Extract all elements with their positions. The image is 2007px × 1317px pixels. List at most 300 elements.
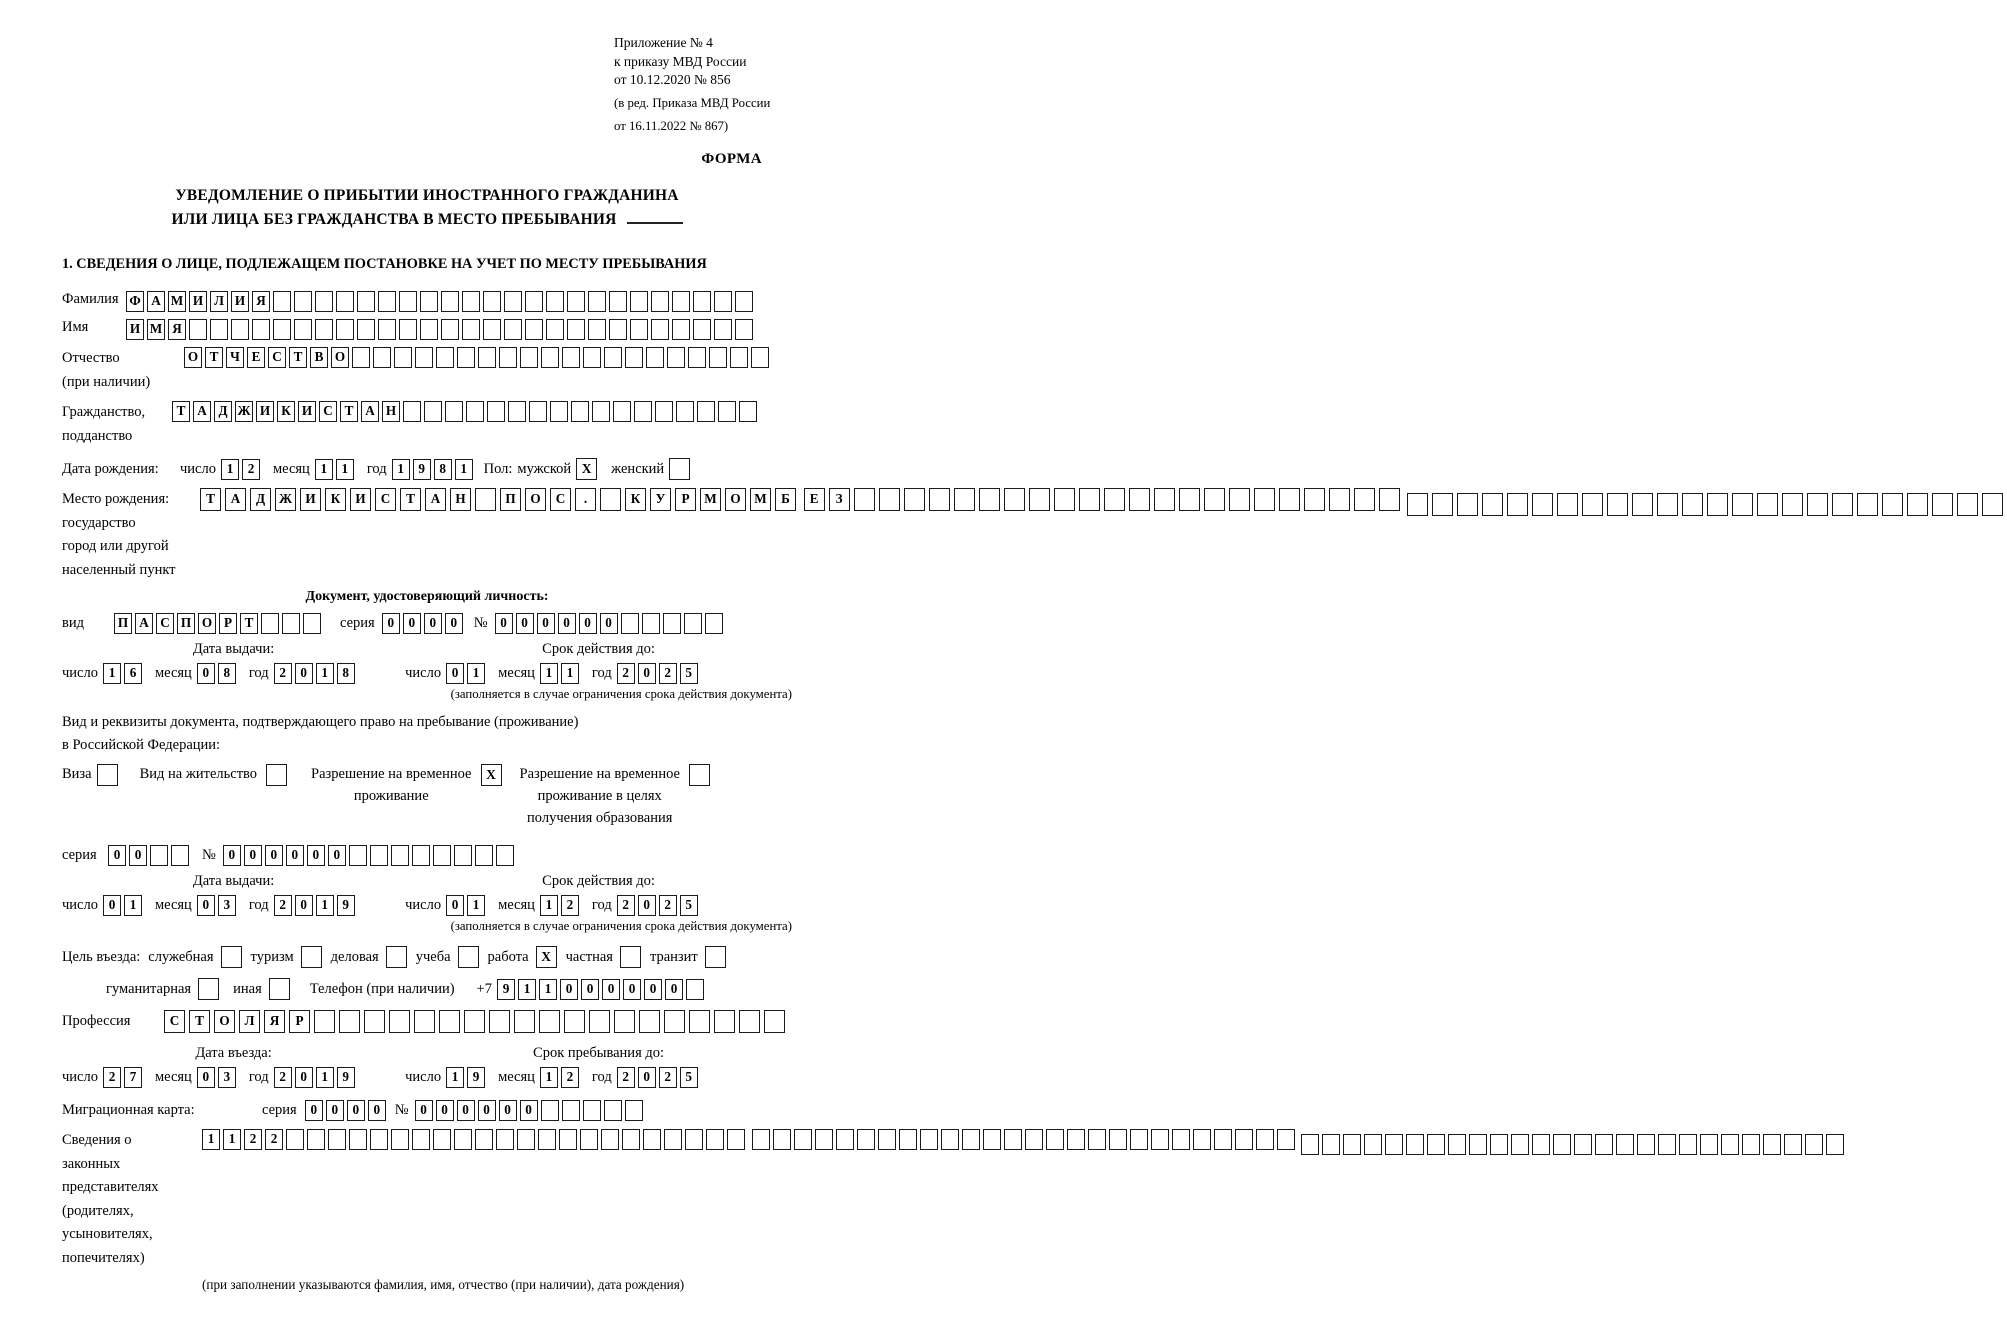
- char-cell[interactable]: [1154, 488, 1175, 511]
- char-cell[interactable]: 0: [424, 613, 442, 634]
- char-cell[interactable]: И: [189, 291, 207, 312]
- char-cell[interactable]: [600, 488, 621, 511]
- char-cell[interactable]: [1004, 488, 1025, 511]
- char-cell[interactable]: Я: [264, 1010, 285, 1033]
- char-cell[interactable]: [1406, 1134, 1424, 1155]
- char-cell[interactable]: 2: [274, 1067, 292, 1088]
- char-cell[interactable]: К: [277, 401, 295, 422]
- char-cell[interactable]: Е: [804, 488, 825, 511]
- char-cell[interactable]: [1532, 493, 1553, 516]
- char-cell[interactable]: Е: [247, 347, 265, 368]
- char-cell[interactable]: 0: [403, 613, 421, 634]
- char-cell[interactable]: Л: [210, 291, 228, 312]
- char-cell[interactable]: [315, 291, 333, 312]
- char-cell[interactable]: [1457, 493, 1478, 516]
- char-cell[interactable]: [294, 319, 312, 340]
- char-cell[interactable]: [564, 1010, 585, 1033]
- char-cell[interactable]: О: [198, 613, 216, 634]
- purpose-tourism-checkbox[interactable]: [301, 946, 322, 968]
- char-cell[interactable]: [686, 979, 704, 1000]
- char-cell[interactable]: [1632, 493, 1653, 516]
- char-cell[interactable]: 2: [244, 1129, 262, 1150]
- char-cell[interactable]: [567, 319, 585, 340]
- char-cell[interactable]: [1932, 493, 1953, 516]
- char-cell[interactable]: [1469, 1134, 1487, 1155]
- char-cell[interactable]: У: [650, 488, 671, 511]
- char-cell[interactable]: [920, 1129, 938, 1150]
- char-cell[interactable]: [1193, 1129, 1211, 1150]
- purpose-humanitarian-checkbox[interactable]: [198, 978, 219, 1000]
- char-cell[interactable]: [592, 401, 610, 422]
- char-cell[interactable]: [1805, 1134, 1823, 1155]
- char-cell[interactable]: 1: [518, 979, 536, 1000]
- purpose-study-checkbox[interactable]: [458, 946, 479, 968]
- char-cell[interactable]: 1: [467, 895, 485, 916]
- char-cell[interactable]: 2: [103, 1067, 121, 1088]
- char-cell[interactable]: [1742, 1134, 1760, 1155]
- char-cell[interactable]: 0: [129, 845, 147, 866]
- char-cell[interactable]: 0: [558, 613, 576, 634]
- char-cell[interactable]: [962, 1129, 980, 1150]
- char-cell[interactable]: [559, 1129, 577, 1150]
- char-cell[interactable]: [373, 347, 391, 368]
- char-cell[interactable]: [705, 613, 723, 634]
- char-cell[interactable]: 9: [337, 895, 355, 916]
- char-cell[interactable]: [412, 845, 430, 866]
- char-cell[interactable]: [929, 488, 950, 511]
- char-cell[interactable]: 1: [336, 459, 354, 480]
- char-cell[interactable]: [697, 401, 715, 422]
- char-cell[interactable]: [433, 1129, 451, 1150]
- char-cell[interactable]: [150, 845, 168, 866]
- char-cell[interactable]: [441, 291, 459, 312]
- char-cell[interactable]: 0: [307, 845, 325, 866]
- char-cell[interactable]: [1256, 1129, 1274, 1150]
- char-cell[interactable]: [517, 1129, 535, 1150]
- char-cell[interactable]: 8: [218, 663, 236, 684]
- char-cell[interactable]: 2: [242, 459, 260, 480]
- char-cell[interactable]: [496, 1129, 514, 1150]
- char-cell[interactable]: [439, 1010, 460, 1033]
- char-cell[interactable]: 0: [295, 1067, 313, 1088]
- char-cell[interactable]: Ж: [235, 401, 253, 422]
- char-cell[interactable]: [399, 291, 417, 312]
- char-cell[interactable]: [630, 291, 648, 312]
- char-cell[interactable]: 2: [659, 663, 677, 684]
- char-cell[interactable]: 1: [540, 895, 558, 916]
- char-cell[interactable]: [315, 319, 333, 340]
- char-cell[interactable]: [1482, 493, 1503, 516]
- char-cell[interactable]: [1254, 488, 1275, 511]
- char-cell[interactable]: 1: [316, 663, 334, 684]
- char-cell[interactable]: 0: [197, 1067, 215, 1088]
- purpose-private-checkbox[interactable]: [620, 946, 641, 968]
- char-cell[interactable]: [466, 401, 484, 422]
- char-cell[interactable]: [583, 347, 601, 368]
- char-cell[interactable]: 1: [315, 459, 333, 480]
- char-cell[interactable]: [1511, 1134, 1529, 1155]
- char-cell[interactable]: [210, 319, 228, 340]
- char-cell[interactable]: [415, 347, 433, 368]
- char-cell[interactable]: [794, 1129, 812, 1150]
- char-cell[interactable]: 0: [445, 613, 463, 634]
- purpose-business-checkbox[interactable]: [386, 946, 407, 968]
- char-cell[interactable]: 9: [413, 459, 431, 480]
- char-cell[interactable]: 1: [540, 1067, 558, 1088]
- char-cell[interactable]: [499, 347, 517, 368]
- char-cell[interactable]: [370, 845, 388, 866]
- char-cell[interactable]: В: [310, 347, 328, 368]
- char-cell[interactable]: Н: [450, 488, 471, 511]
- char-cell[interactable]: О: [214, 1010, 235, 1033]
- char-cell[interactable]: [664, 1129, 682, 1150]
- char-cell[interactable]: [508, 401, 526, 422]
- char-cell[interactable]: [625, 1100, 643, 1121]
- char-cell[interactable]: [1807, 493, 1828, 516]
- char-cell[interactable]: 0: [499, 1100, 517, 1121]
- char-cell[interactable]: [651, 291, 669, 312]
- char-cell[interactable]: [1507, 493, 1528, 516]
- char-cell[interactable]: [378, 319, 396, 340]
- char-cell[interactable]: М: [700, 488, 721, 511]
- char-cell[interactable]: Я: [168, 319, 186, 340]
- char-cell[interactable]: [1682, 493, 1703, 516]
- char-cell[interactable]: [483, 319, 501, 340]
- char-cell[interactable]: [294, 291, 312, 312]
- char-cell[interactable]: [538, 1129, 556, 1150]
- char-cell[interactable]: 0: [537, 613, 555, 634]
- char-cell[interactable]: [714, 319, 732, 340]
- char-cell[interactable]: И: [231, 291, 249, 312]
- char-cell[interactable]: [339, 1010, 360, 1033]
- char-cell[interactable]: [541, 1100, 559, 1121]
- char-cell[interactable]: [1595, 1134, 1613, 1155]
- char-cell[interactable]: 0: [516, 613, 534, 634]
- char-cell[interactable]: [676, 401, 694, 422]
- char-cell[interactable]: [651, 319, 669, 340]
- char-cell[interactable]: 2: [659, 1067, 677, 1088]
- char-cell[interactable]: Т: [200, 488, 221, 511]
- char-cell[interactable]: [735, 291, 753, 312]
- char-cell[interactable]: [231, 319, 249, 340]
- char-cell[interactable]: [693, 319, 711, 340]
- char-cell[interactable]: [391, 1129, 409, 1150]
- char-cell[interactable]: [562, 1100, 580, 1121]
- char-cell[interactable]: [394, 347, 412, 368]
- char-cell[interactable]: 1: [124, 895, 142, 916]
- char-cell[interactable]: [739, 1010, 760, 1033]
- char-cell[interactable]: 0: [244, 845, 262, 866]
- char-cell[interactable]: 1: [446, 1067, 464, 1088]
- char-cell[interactable]: [391, 845, 409, 866]
- char-cell[interactable]: [261, 613, 279, 634]
- char-cell[interactable]: Т: [205, 347, 223, 368]
- char-cell[interactable]: [727, 1129, 745, 1150]
- char-cell[interactable]: [1907, 493, 1928, 516]
- residence-permit-checkbox[interactable]: [266, 764, 287, 786]
- char-cell[interactable]: 5: [680, 1067, 698, 1088]
- char-cell[interactable]: 0: [644, 979, 662, 1000]
- char-cell[interactable]: Ф: [126, 291, 144, 312]
- char-cell[interactable]: 1: [561, 663, 579, 684]
- char-cell[interactable]: [685, 1129, 703, 1150]
- char-cell[interactable]: [478, 347, 496, 368]
- char-cell[interactable]: 1: [223, 1129, 241, 1150]
- char-cell[interactable]: [171, 845, 189, 866]
- char-cell[interactable]: 0: [560, 979, 578, 1000]
- char-cell[interactable]: 0: [108, 845, 126, 866]
- char-cell[interactable]: Т: [340, 401, 358, 422]
- char-cell[interactable]: [378, 291, 396, 312]
- char-cell[interactable]: Т: [172, 401, 190, 422]
- char-cell[interactable]: 8: [434, 459, 452, 480]
- char-cell[interactable]: 0: [446, 663, 464, 684]
- char-cell[interactable]: [583, 1100, 601, 1121]
- char-cell[interactable]: [718, 401, 736, 422]
- char-cell[interactable]: Б: [775, 488, 796, 511]
- char-cell[interactable]: [436, 347, 454, 368]
- char-cell[interactable]: [878, 1129, 896, 1150]
- char-cell[interactable]: [307, 1129, 325, 1150]
- char-cell[interactable]: Т: [240, 613, 258, 634]
- char-cell[interactable]: [730, 347, 748, 368]
- char-cell[interactable]: [836, 1129, 854, 1150]
- char-cell[interactable]: [1130, 1129, 1148, 1150]
- char-cell[interactable]: 0: [197, 895, 215, 916]
- char-cell[interactable]: И: [298, 401, 316, 422]
- char-cell[interactable]: 0: [638, 895, 656, 916]
- char-cell[interactable]: 0: [457, 1100, 475, 1121]
- char-cell[interactable]: [1235, 1129, 1253, 1150]
- char-cell[interactable]: [672, 319, 690, 340]
- char-cell[interactable]: [588, 291, 606, 312]
- char-cell[interactable]: 0: [623, 979, 641, 1000]
- char-cell[interactable]: [1067, 1129, 1085, 1150]
- char-cell[interactable]: [412, 1129, 430, 1150]
- char-cell[interactable]: 2: [265, 1129, 283, 1150]
- char-cell[interactable]: 0: [223, 845, 241, 866]
- char-cell[interactable]: [879, 488, 900, 511]
- char-cell[interactable]: 0: [602, 979, 620, 1000]
- char-cell[interactable]: З: [829, 488, 850, 511]
- char-cell[interactable]: [414, 1010, 435, 1033]
- char-cell[interactable]: С: [268, 347, 286, 368]
- char-cell[interactable]: [286, 1129, 304, 1150]
- char-cell[interactable]: [739, 401, 757, 422]
- char-cell[interactable]: Д: [250, 488, 271, 511]
- char-cell[interactable]: 5: [680, 895, 698, 916]
- char-cell[interactable]: [1079, 488, 1100, 511]
- char-cell[interactable]: [303, 613, 321, 634]
- char-cell[interactable]: [1151, 1129, 1169, 1150]
- char-cell[interactable]: 2: [617, 895, 635, 916]
- char-cell[interactable]: [1763, 1134, 1781, 1155]
- char-cell[interactable]: [514, 1010, 535, 1033]
- char-cell[interactable]: [751, 347, 769, 368]
- char-cell[interactable]: 1: [316, 895, 334, 916]
- char-cell[interactable]: О: [725, 488, 746, 511]
- char-cell[interactable]: [349, 1129, 367, 1150]
- char-cell[interactable]: [1304, 488, 1325, 511]
- char-cell[interactable]: Я: [252, 291, 270, 312]
- char-cell[interactable]: [454, 845, 472, 866]
- char-cell[interactable]: [1826, 1134, 1844, 1155]
- char-cell[interactable]: [1832, 493, 1853, 516]
- char-cell[interactable]: [857, 1129, 875, 1150]
- char-cell[interactable]: 2: [274, 895, 292, 916]
- char-cell[interactable]: [604, 347, 622, 368]
- char-cell[interactable]: [562, 347, 580, 368]
- char-cell[interactable]: [1172, 1129, 1190, 1150]
- female-checkbox[interactable]: [669, 458, 690, 480]
- char-cell[interactable]: 7: [124, 1067, 142, 1088]
- char-cell[interactable]: [336, 319, 354, 340]
- char-cell[interactable]: [1343, 1134, 1361, 1155]
- char-cell[interactable]: [189, 319, 207, 340]
- char-cell[interactable]: И: [300, 488, 321, 511]
- char-cell[interactable]: [614, 1010, 635, 1033]
- char-cell[interactable]: А: [361, 401, 379, 422]
- char-cell[interactable]: [1054, 488, 1075, 511]
- char-cell[interactable]: П: [177, 613, 195, 634]
- char-cell[interactable]: К: [325, 488, 346, 511]
- char-cell[interactable]: 1: [540, 663, 558, 684]
- char-cell[interactable]: 0: [600, 613, 618, 634]
- char-cell[interactable]: М: [147, 319, 165, 340]
- char-cell[interactable]: [643, 1129, 661, 1150]
- char-cell[interactable]: 0: [581, 979, 599, 1000]
- char-cell[interactable]: 0: [495, 613, 513, 634]
- char-cell[interactable]: 0: [295, 895, 313, 916]
- char-cell[interactable]: И: [350, 488, 371, 511]
- char-cell[interactable]: [252, 319, 270, 340]
- char-cell[interactable]: [420, 291, 438, 312]
- char-cell[interactable]: [1204, 488, 1225, 511]
- char-cell[interactable]: .: [575, 488, 596, 511]
- char-cell[interactable]: [1379, 488, 1400, 511]
- char-cell[interactable]: П: [500, 488, 521, 511]
- char-cell[interactable]: [706, 1129, 724, 1150]
- char-cell[interactable]: [634, 401, 652, 422]
- char-cell[interactable]: [273, 291, 291, 312]
- char-cell[interactable]: [483, 291, 501, 312]
- char-cell[interactable]: [1179, 488, 1200, 511]
- char-cell[interactable]: [1616, 1134, 1634, 1155]
- char-cell[interactable]: [529, 401, 547, 422]
- char-cell[interactable]: [357, 291, 375, 312]
- char-cell[interactable]: [1532, 1134, 1550, 1155]
- char-cell[interactable]: 0: [265, 845, 283, 866]
- char-cell[interactable]: [349, 845, 367, 866]
- char-cell[interactable]: [525, 319, 543, 340]
- char-cell[interactable]: [487, 401, 505, 422]
- char-cell[interactable]: [1700, 1134, 1718, 1155]
- char-cell[interactable]: 3: [218, 1067, 236, 1088]
- char-cell[interactable]: 0: [295, 663, 313, 684]
- char-cell[interactable]: [433, 845, 451, 866]
- char-cell[interactable]: 1: [103, 663, 121, 684]
- char-cell[interactable]: 0: [436, 1100, 454, 1121]
- purpose-official-checkbox[interactable]: [221, 946, 242, 968]
- char-cell[interactable]: [664, 1010, 685, 1033]
- char-cell[interactable]: [1385, 1134, 1403, 1155]
- char-cell[interactable]: [714, 1010, 735, 1033]
- char-cell[interactable]: А: [225, 488, 246, 511]
- char-cell[interactable]: 0: [478, 1100, 496, 1121]
- char-cell[interactable]: [642, 613, 660, 634]
- char-cell[interactable]: 2: [274, 663, 292, 684]
- char-cell[interactable]: [445, 401, 463, 422]
- char-cell[interactable]: [1229, 488, 1250, 511]
- char-cell[interactable]: 0: [347, 1100, 365, 1121]
- title-blank-underline[interactable]: [627, 208, 683, 224]
- char-cell[interactable]: 0: [328, 845, 346, 866]
- char-cell[interactable]: [604, 1100, 622, 1121]
- char-cell[interactable]: [504, 291, 522, 312]
- char-cell[interactable]: [764, 1010, 785, 1033]
- char-cell[interactable]: 2: [561, 1067, 579, 1088]
- char-cell[interactable]: [1427, 1134, 1445, 1155]
- char-cell[interactable]: [979, 488, 1000, 511]
- char-cell[interactable]: М: [168, 291, 186, 312]
- char-cell[interactable]: [773, 1129, 791, 1150]
- char-cell[interactable]: [689, 1010, 710, 1033]
- char-cell[interactable]: И: [126, 319, 144, 340]
- char-cell[interactable]: [983, 1129, 1001, 1150]
- char-cell[interactable]: [504, 319, 522, 340]
- char-cell[interactable]: О: [184, 347, 202, 368]
- char-cell[interactable]: [589, 1010, 610, 1033]
- char-cell[interactable]: 0: [103, 895, 121, 916]
- char-cell[interactable]: Ч: [226, 347, 244, 368]
- char-cell[interactable]: 0: [286, 845, 304, 866]
- char-cell[interactable]: С: [319, 401, 337, 422]
- char-cell[interactable]: 1: [316, 1067, 334, 1088]
- char-cell[interactable]: Н: [382, 401, 400, 422]
- char-cell[interactable]: [714, 291, 732, 312]
- char-cell[interactable]: [357, 319, 375, 340]
- char-cell[interactable]: 9: [337, 1067, 355, 1088]
- char-cell[interactable]: 1: [392, 459, 410, 480]
- char-cell[interactable]: [1679, 1134, 1697, 1155]
- char-cell[interactable]: 3: [218, 895, 236, 916]
- char-cell[interactable]: Р: [289, 1010, 310, 1033]
- char-cell[interactable]: [904, 488, 925, 511]
- char-cell[interactable]: [609, 319, 627, 340]
- char-cell[interactable]: [541, 347, 559, 368]
- char-cell[interactable]: [273, 319, 291, 340]
- char-cell[interactable]: 9: [497, 979, 515, 1000]
- char-cell[interactable]: [567, 291, 585, 312]
- char-cell[interactable]: [539, 1010, 560, 1033]
- char-cell[interactable]: К: [625, 488, 646, 511]
- char-cell[interactable]: 0: [197, 663, 215, 684]
- edu-permit-checkbox[interactable]: [689, 764, 710, 786]
- char-cell[interactable]: [899, 1129, 917, 1150]
- char-cell[interactable]: С: [550, 488, 571, 511]
- char-cell[interactable]: [1607, 493, 1628, 516]
- char-cell[interactable]: [709, 347, 727, 368]
- char-cell[interactable]: [525, 291, 543, 312]
- char-cell[interactable]: С: [164, 1010, 185, 1033]
- char-cell[interactable]: [1025, 1129, 1043, 1150]
- char-cell[interactable]: Ж: [275, 488, 296, 511]
- char-cell[interactable]: [546, 291, 564, 312]
- char-cell[interactable]: [571, 401, 589, 422]
- char-cell[interactable]: [622, 1129, 640, 1150]
- char-cell[interactable]: [609, 291, 627, 312]
- char-cell[interactable]: [1732, 493, 1753, 516]
